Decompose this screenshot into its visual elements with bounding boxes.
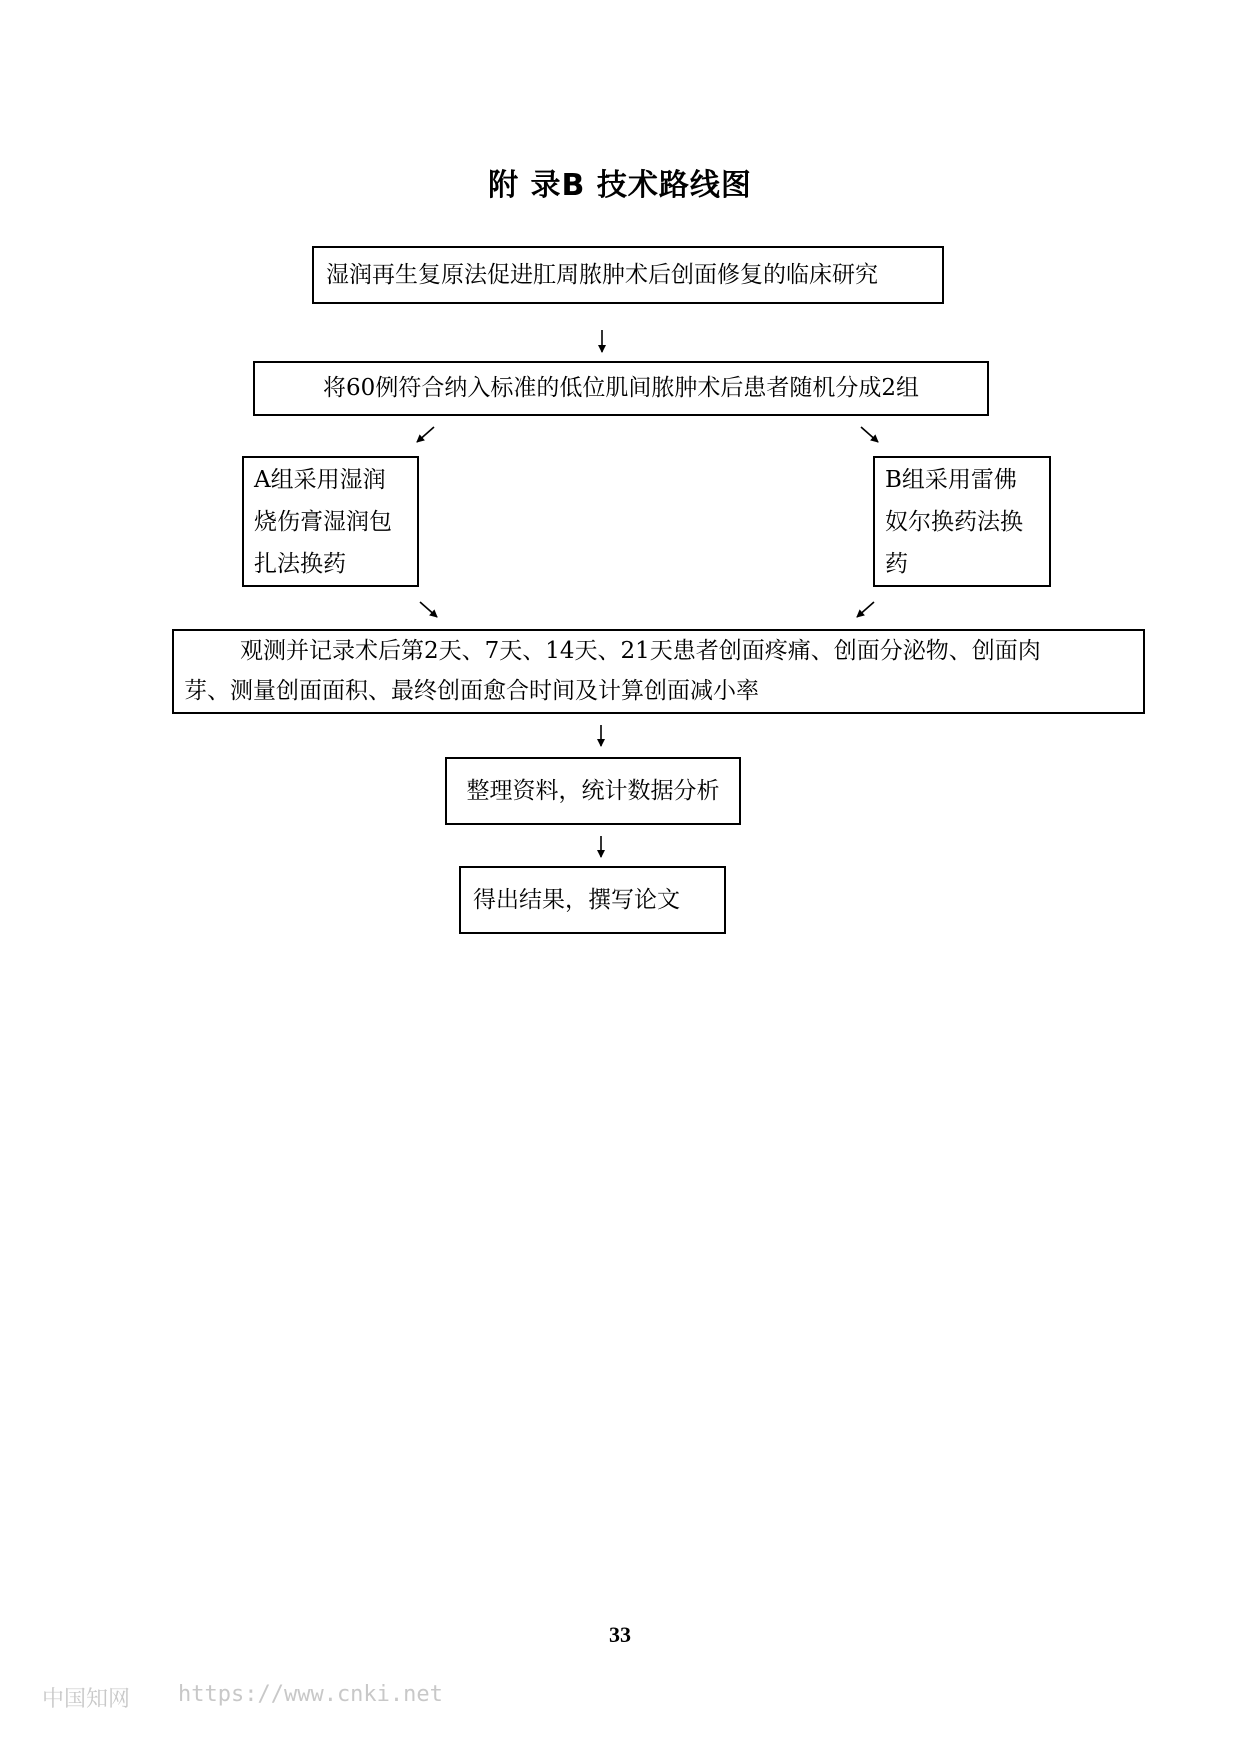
group-b-line: 药 bbox=[885, 551, 908, 577]
group-b-box bbox=[873, 456, 1051, 587]
arrow-grouping-to-group-a bbox=[417, 427, 434, 442]
group-b-line: 奴尔换药法换 bbox=[885, 509, 1023, 535]
watermark-url: https://www.cnki.net bbox=[178, 1682, 443, 1707]
arrow-grouping-to-group-b bbox=[861, 427, 878, 442]
arrow-group-a-to-observe bbox=[420, 602, 437, 617]
result-text: 得出结果，撰写论文 bbox=[473, 887, 680, 913]
analysis-text: 整理资料，统计数据分析 bbox=[466, 778, 720, 804]
page-number: 33 bbox=[609, 1622, 631, 1647]
group-a-line: 烧伤膏湿润包 bbox=[254, 509, 392, 535]
group-a-box bbox=[242, 456, 419, 587]
observation-box bbox=[172, 629, 1145, 714]
study-topic-text: 湿润再生复原法促进肛周脓肿术后创面修复的临床研究 bbox=[326, 262, 878, 288]
arrow-group-b-to-observe bbox=[857, 602, 874, 617]
group-a-line: 扎法换药 bbox=[254, 551, 346, 577]
grouping-text: 将60例符合纳入标准的低位肌间脓肿术后患者随机分成2组 bbox=[323, 375, 919, 401]
group-a-line: A组采用湿润 bbox=[254, 467, 386, 493]
observation-text: 观测并记录术后第2天、7天、14天、21天患者创面疼痛、创面分泌物、创面肉 bbox=[240, 638, 1041, 664]
page-title: 附 录B 技术路线图 bbox=[488, 168, 752, 203]
group-b-line: B组采用雷佛 bbox=[885, 467, 1017, 493]
analysis-box bbox=[445, 757, 741, 825]
watermark-site: 中国知网 bbox=[42, 1687, 131, 1712]
grouping-box bbox=[253, 361, 989, 416]
study-topic-box bbox=[312, 246, 944, 304]
result-box bbox=[459, 866, 726, 934]
observation-line: 芽、测量创面面积、最终创面愈合时间及计算创面减小率 bbox=[184, 678, 759, 704]
observation-line bbox=[184, 631, 1133, 671]
